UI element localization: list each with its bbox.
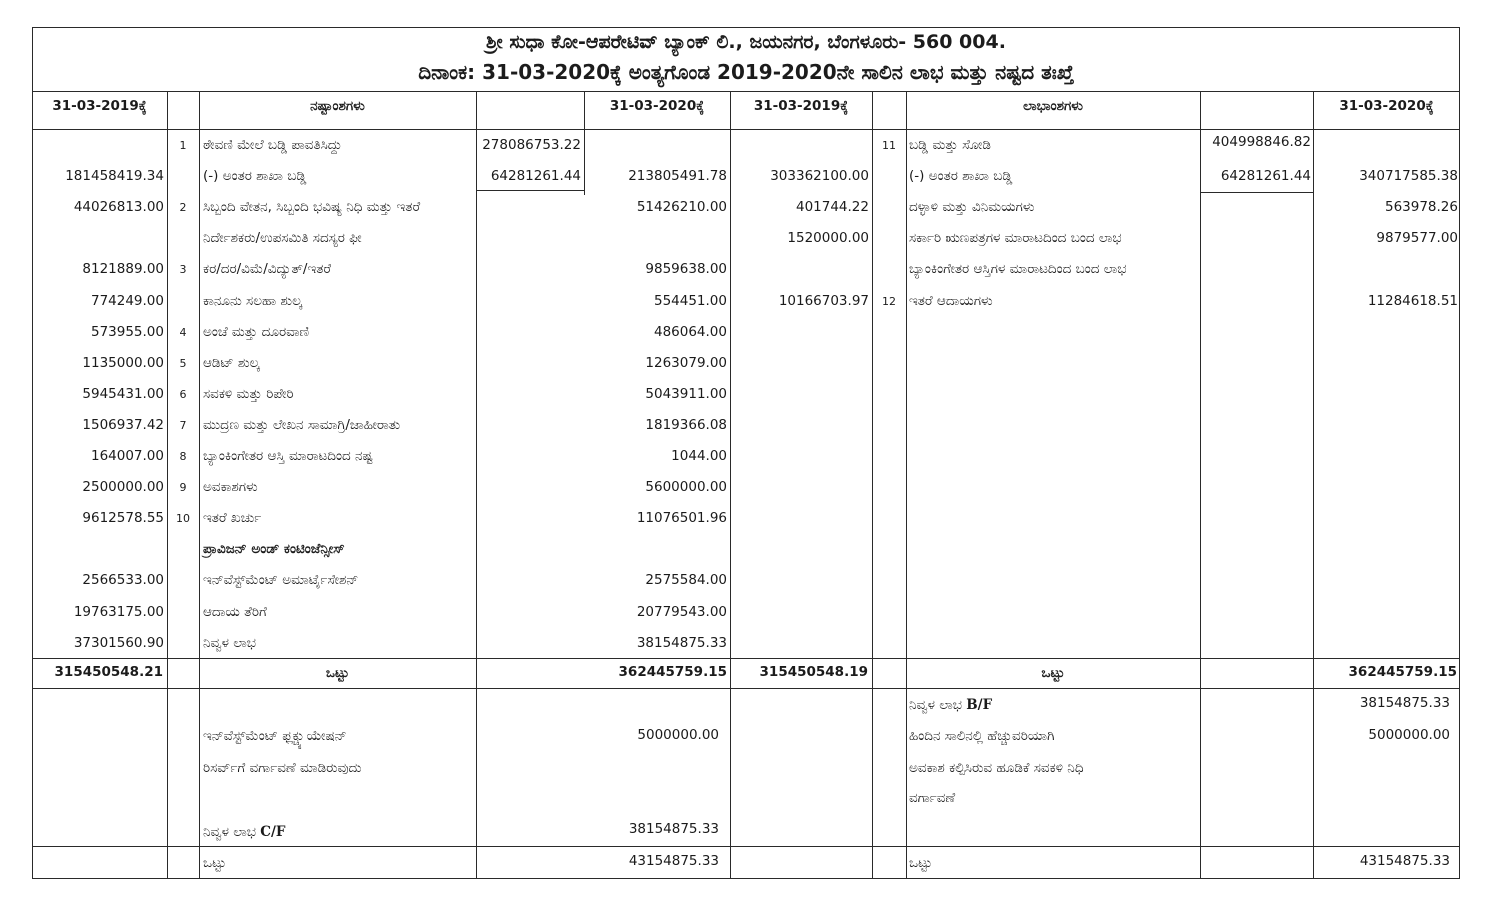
expense-prev-amount: 37301560.90 bbox=[73, 635, 164, 651]
expense-prev-amount: 2500000.00 bbox=[82, 479, 164, 495]
expense-label: ನಿರ್ದೇಶಕರು/ಉಪಸಮಿತಿ ಸದಸ್ಯರ ಫೀ bbox=[203, 230, 362, 246]
expense-prev-amount: 1506937.42 bbox=[82, 417, 164, 433]
expense-curr-amount: 1044.00 bbox=[671, 448, 727, 464]
total-left-curr: 362445759.15 bbox=[618, 664, 727, 680]
appropriation-right-line3: ವರ್ಗಾವಣೆ bbox=[909, 790, 956, 806]
expense-serial-number: 2 bbox=[179, 201, 187, 214]
income-prev-amount: 1520000.00 bbox=[787, 230, 869, 246]
income-sub-amount: 64281261.44 bbox=[1220, 168, 1311, 184]
expense-prev-amount: 9612578.55 bbox=[82, 510, 164, 526]
expense-label: ಬ್ಯಾಂಕಿಂಗೇತರ ಆಸ್ತಿ ಮಾರಾಟದಿಂದ ನಷ್ಟ bbox=[203, 448, 373, 464]
income-curr-amount: 563978.26 bbox=[1384, 199, 1458, 215]
income-curr-amount: 11284618.51 bbox=[1367, 293, 1458, 309]
rule-under-header bbox=[32, 129, 1460, 130]
appropriation-left-amount: 5000000.00 bbox=[637, 727, 719, 743]
expense-curr-amount: 9859638.00 bbox=[645, 261, 727, 277]
expense-prev-amount: 19763175.00 bbox=[73, 604, 164, 620]
col-line-6 bbox=[906, 91, 907, 879]
expense-serial-number: 8 bbox=[179, 450, 187, 463]
income-serial-number: 12 bbox=[882, 295, 896, 308]
appropriation-left-line1: ಇನ್‌ವೆಸ್ಟ್‌ಮೆಂಟ್ ಫ್ಲಕ್ಚ್ಯುಯೇಷನ್ bbox=[203, 728, 347, 744]
income-prev-amount: 401744.22 bbox=[795, 199, 869, 215]
header-right-curr: 31-03-2020ಕ್ಕೆ bbox=[1339, 98, 1434, 114]
income-serial-number: 11 bbox=[882, 139, 896, 152]
expense-label: ಇನ್‌ವೆಸ್ಟ್‌ಮೆಂಟ್ ಅಮಾರ್ಟೈಸೇಶನ್ bbox=[203, 572, 359, 588]
expense-sub-amount: 278086753.22 bbox=[482, 137, 581, 153]
expense-serial-number: 1 bbox=[179, 139, 187, 152]
col-line-3 bbox=[476, 91, 477, 879]
expense-curr-amount: 5600000.00 bbox=[645, 479, 727, 495]
col-line-2 bbox=[199, 91, 200, 879]
rule-sub-left bbox=[476, 190, 584, 191]
expense-serial-number: 10 bbox=[176, 512, 190, 525]
expense-serial-number: 4 bbox=[179, 326, 187, 339]
expense-prev-amount: 164007.00 bbox=[90, 448, 164, 464]
expense-label: ಸಿಬ್ಬಂದಿ ವೇತನ, ಸಿಬ್ಬಂದಿ ಭವಿಷ್ಯ ನಿಧಿ ಮತ್ತು ಇತರೆ bbox=[203, 199, 421, 215]
expense-serial-number: 7 bbox=[179, 419, 187, 432]
expense-curr-amount: 38154875.33 bbox=[636, 635, 727, 651]
rule-under-title bbox=[32, 91, 1460, 92]
header-left-prev: 31-03-2019ಕ್ಕೆ bbox=[52, 98, 147, 114]
income-curr-amount: 340717585.38 bbox=[1359, 168, 1458, 184]
appropriation-right-amount: 5000000.00 bbox=[1368, 727, 1450, 743]
expense-serial-number: 5 bbox=[179, 357, 187, 370]
expense-label: ಕಾನೂನು ಸಲಹಾ ಶುಲ್ಕ bbox=[203, 293, 303, 309]
total-right-label: ಒಟ್ಟು bbox=[1041, 665, 1065, 681]
expense-label: ಠೇವಣಿ ಮೇಲೆ ಬಡ್ಡಿ ಪಾವತಿಸಿದ್ದು bbox=[203, 137, 343, 153]
appropriation-right-line2: ಅವಕಾಶ ಕಲ್ಪಿಸಿರುವ ಹೂಡಿಕೆ ಸವಕಳಿ ನಿಧಿ bbox=[909, 760, 1084, 776]
expense-curr-amount: 213805491.78 bbox=[628, 168, 727, 184]
appropriation-right-line1: ಹಿಂದಿನ ಸಾಲಿನಲ್ಲಿ ಹೆಚ್ಚುವರಿಯಾಗಿ bbox=[909, 728, 1055, 744]
rule-sub-right bbox=[1200, 192, 1313, 193]
expense-prev-amount: 2566533.00 bbox=[82, 572, 164, 588]
expense-curr-amount: 20779543.00 bbox=[636, 604, 727, 620]
expense-curr-amount: 1263079.00 bbox=[645, 355, 727, 371]
income-label: ದಳ್ಳಾಳಿ ಮತ್ತು ವಿನಿಮಯಗಳು bbox=[909, 199, 1035, 215]
expense-serial-number: 9 bbox=[179, 481, 187, 494]
expense-label: ಇತರೆ ಖರ್ಚು bbox=[203, 510, 262, 526]
income-curr-amount: 9879577.00 bbox=[1376, 230, 1458, 246]
expense-curr-amount: 11076501.96 bbox=[636, 510, 727, 526]
income-label: (-) ಅಂತರ ಶಾಖಾ ಬಡ್ಡಿ bbox=[909, 168, 1013, 184]
bank-title: ಶ್ರೀ ಸುಧಾ ಕೋ-ಆಪರೇಟಿವ್ ಬ್ಯಾಂಕ್ ಲಿ., ಜಯನಗರ, ಬೆಂಗಳೂರು- 560 004. bbox=[486, 31, 1006, 53]
expense-serial-number: 3 bbox=[179, 263, 187, 276]
col-line-5 bbox=[872, 91, 873, 879]
expense-label: ಆಡಿಟ್ ಶುಲ್ಕ bbox=[203, 355, 260, 371]
rule-above-final-total bbox=[32, 846, 1460, 847]
expense-label: ಅಂಚೆ ಮತ್ತು ದೂರವಾಣಿ bbox=[203, 324, 310, 340]
final-total-right-label: ಒಟ್ಟು bbox=[909, 855, 933, 871]
income-label: ಬಡ್ಡಿ ಮತ್ತು ಸೋಡಿ bbox=[909, 137, 991, 153]
expense-label: ಕರ/ದರ/ವಿಮೆ/ವಿದ್ಯುತ್/ಇತರೆ bbox=[203, 261, 332, 277]
expense-prev-amount: 44026813.00 bbox=[73, 199, 164, 215]
income-prev-amount: 10166703.97 bbox=[778, 293, 869, 309]
expense-curr-amount: 486064.00 bbox=[653, 324, 727, 340]
expense-label: ಪ್ರಾವಿಜನ್ ಅಂಡ್ ಕಂಟಿಂಜೆನ್ಸೀಸ್ bbox=[203, 541, 345, 557]
total-right-curr: 362445759.15 bbox=[1348, 664, 1457, 680]
expense-curr-amount: 554451.00 bbox=[653, 293, 727, 309]
final-total-left-label: ಒಟ್ಟು bbox=[203, 855, 227, 871]
total-right-prev: 315450548.19 bbox=[759, 664, 868, 680]
income-prev-amount: 303362100.00 bbox=[770, 168, 869, 184]
expense-label: ಆದಾಯ ತೆರಿಗೆ bbox=[203, 604, 267, 620]
expense-label: ನಿವ್ವಳ ಲಾಭ bbox=[203, 635, 256, 651]
total-left-label: ಒಟ್ಟು bbox=[325, 665, 350, 681]
net-profit-cf: ನಿವ್ವಳ ಲಾಭ C/F bbox=[203, 824, 286, 840]
header-left-curr: 31-03-2020ಕ್ಕೆ bbox=[609, 98, 705, 114]
income-label: ಇತರೆ ಆದಾಯಗಳು bbox=[909, 293, 993, 309]
expense-curr-amount: 2575584.00 bbox=[645, 572, 727, 588]
expense-serial-number: 6 bbox=[179, 388, 187, 401]
final-total-right: 43154875.33 bbox=[1359, 853, 1450, 869]
net-profit-bf: ನಿವ್ವಳ ಲಾಭ B/F bbox=[909, 697, 993, 713]
expense-prev-amount: 5945431.00 bbox=[82, 386, 164, 402]
rule-above-total bbox=[32, 658, 1460, 659]
rule-below-total bbox=[32, 688, 1460, 689]
expense-prev-amount: 774249.00 bbox=[90, 293, 164, 309]
col-line-7 bbox=[1200, 91, 1201, 879]
income-sub-amount: 404998846.82 bbox=[1212, 134, 1311, 150]
statement-title: ದಿನಾಂಕ: 31-03-2020ಕ್ಕೆ ಅಂತ್ಯಗೊಂಡ 2019-2020ನೇ ಸಾಲಿನ ಲಾಭ ಮತ್ತು ನಷ್ಟದ ತಃಖ್ತೆ bbox=[418, 60, 1074, 84]
expense-prev-amount: 1135000.00 bbox=[82, 355, 164, 371]
header-right-particulars: ಲಾಭಾಂಶಗಳು bbox=[1023, 98, 1083, 114]
expense-prev-amount: 573955.00 bbox=[90, 324, 164, 340]
appropriation-left-line2: ರಿಸರ್ವ್‌ಗೆ ವರ್ಗಾವಣೆ ಮಾಡಿರುವುದು bbox=[203, 760, 362, 776]
expense-label: ಸವಕಳಿ ಮತ್ತು ರಿಪೇರಿ bbox=[203, 386, 294, 402]
expense-curr-amount: 51426210.00 bbox=[636, 199, 727, 215]
net-profit-cf-amount: 38154875.33 bbox=[628, 821, 719, 837]
expense-label: (-) ಅಂತರ ಶಾಖಾ ಬಡ್ಡಿ bbox=[203, 168, 307, 184]
income-label: ಬ್ಯಾಂಕಿಂಗೇತರ ಆಸ್ತಿಗಳ ಮಾರಾಟದಿಂದ ಬಂದ ಲಾಭ bbox=[909, 261, 1127, 277]
final-total-left: 43154875.33 bbox=[628, 853, 719, 869]
expense-curr-amount: 5043911.00 bbox=[645, 386, 727, 402]
header-left-particulars: ನಷ್ಟಾಂಶಗಳು bbox=[310, 98, 365, 114]
expense-curr-amount: 1819366.08 bbox=[645, 417, 727, 433]
expense-prev-amount: 8121889.00 bbox=[82, 261, 164, 277]
income-label: ಸರ್ಕಾರಿ ಋಣಪತ್ರಗಳ ಮಾರಾಟದಿಂದ ಬಂದ ಲಾಭ bbox=[909, 230, 1122, 246]
net-profit-bf-amount: 38154875.33 bbox=[1359, 695, 1450, 711]
expense-sub-amount: 64281261.44 bbox=[490, 168, 581, 184]
col-line-1 bbox=[167, 91, 168, 879]
expense-label: ಮುದ್ರಣ ಮತ್ತು ಲೇಖನ ಸಾಮಾಗ್ರಿ/ಜಾಹೀರಾತು bbox=[203, 417, 401, 433]
total-left-prev: 315450548.21 bbox=[54, 664, 163, 680]
header-right-prev: 31-03-2019ಕ್ಕೆ bbox=[753, 98, 849, 114]
expense-prev-amount: 181458419.34 bbox=[65, 168, 164, 184]
expense-label: ಅವಕಾಶಗಳು bbox=[203, 479, 258, 495]
